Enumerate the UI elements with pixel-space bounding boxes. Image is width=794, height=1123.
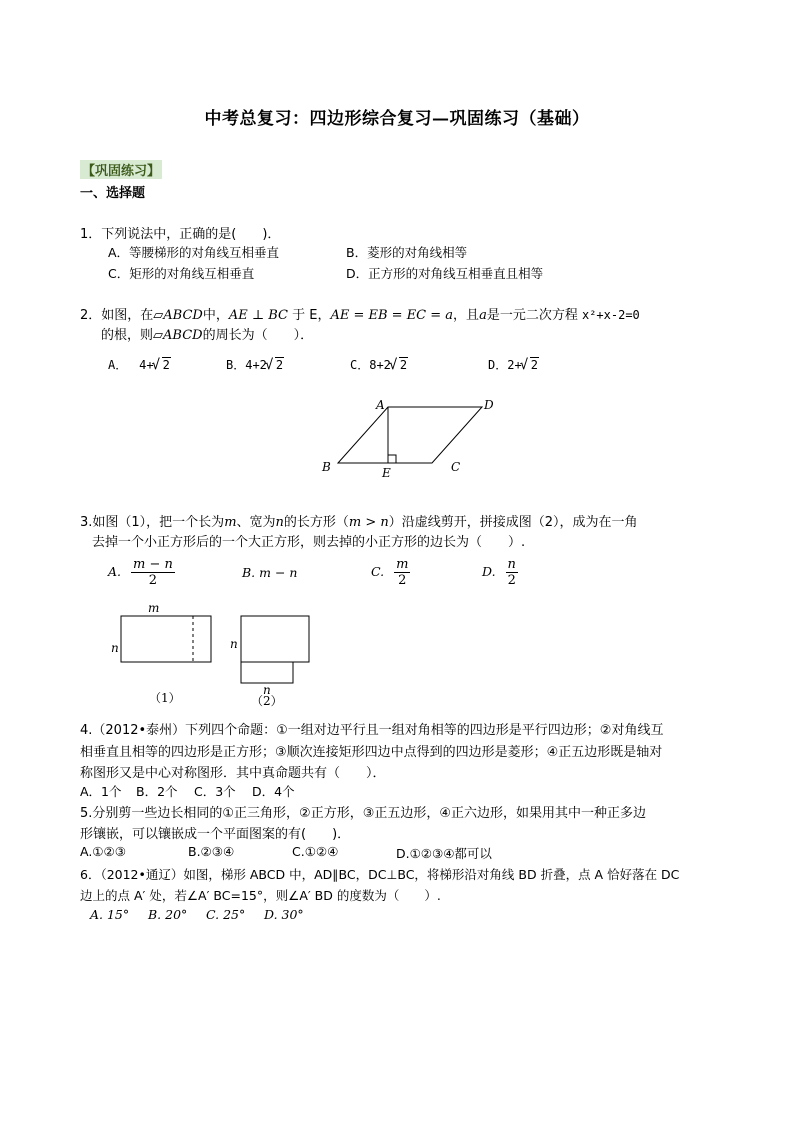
question-5-option-b: B.②③④ bbox=[188, 844, 235, 859]
parallelogram-figure bbox=[310, 395, 510, 480]
question-2-variable: a bbox=[479, 308, 487, 323]
figure-1-label-m: m bbox=[148, 601, 160, 615]
question-4-option-d: D．4个 bbox=[252, 784, 295, 799]
question-2-mid: 中， bbox=[202, 308, 229, 323]
question-2-prefix: 2．如图，在 bbox=[80, 308, 154, 323]
figure-2-strip bbox=[241, 662, 293, 683]
question-2-condition-2: AE = EB = EC = a bbox=[330, 308, 454, 323]
parallelogram-icon: ▱ bbox=[153, 328, 164, 343]
question-3-option-c: C. $\frac{m}{2}$ bbox=[371, 557, 409, 588]
question-4-line-1: 4.（2012•泰州）下列四个命题：①一组对边平行且一组对角相等的四边形是平行四边形；②对角线互 bbox=[80, 723, 664, 738]
question-3-option-a: A. $\frac{m - n}{2}$ bbox=[108, 557, 173, 588]
question-6-option-a: A. 15° bbox=[90, 907, 130, 922]
question-2-mid-3: ，且 bbox=[453, 308, 480, 323]
label-b: B bbox=[322, 460, 331, 474]
question-4-option-a: A．1个 bbox=[80, 784, 122, 799]
question-1-text: 1．下列说法中，正确的是( )． bbox=[80, 227, 281, 242]
right-angle-mark bbox=[388, 455, 396, 463]
question-2-option-c: C．8+2√ 2 bbox=[350, 356, 408, 373]
label-d: D bbox=[484, 398, 494, 412]
page-title: 中考总复习：四边形综合复习—巩固练习（基础） bbox=[204, 109, 590, 129]
question-2-shape-name: ABCD bbox=[163, 328, 203, 343]
section-tag: 【巩固练习】 bbox=[80, 160, 162, 179]
question-1-option-a: A．等腰梯形的对角线互相垂直 bbox=[108, 245, 280, 260]
question-6-option-c: C. 25° bbox=[206, 907, 246, 922]
question-3-line-2: 去掉一个小正方形后的一个大正方形，则去掉的小正方形的边长为（ ）. bbox=[92, 535, 526, 550]
question-2-option-d: D．2+√ 2 bbox=[488, 356, 539, 373]
question-5-line-1: 5.分别剪一些边长相同的①正三角形，②正方形，③正五边形，④正六边形，如果用其中一种正多边 bbox=[80, 806, 647, 821]
question-4-line-3: 称图形又是中心对称图形．其中真命题共有（ ）． bbox=[80, 766, 386, 781]
question-2-line-1 bbox=[80, 304, 640, 323]
label-c: C bbox=[451, 460, 461, 474]
section-heading: 一、选择题 bbox=[80, 186, 146, 201]
figure-2-label-n-bottom: n bbox=[263, 683, 271, 697]
parallelogram-icon: ▱ bbox=[153, 308, 164, 323]
figure-1-rectangle bbox=[121, 616, 211, 662]
question-6-line-2: 边上的点 A′ 处，若∠A′ BC=15°，则∠A′ BD 的度数为（ ）. bbox=[80, 888, 441, 903]
figure-2-caption: （2） bbox=[251, 694, 283, 708]
question-3-line-1: 3.如图（1），把一个长为m、宽为n的长方形（m > n）沿虚线剪开，拼接成图（2），成为在一角 bbox=[80, 515, 638, 530]
question-2-shape-name: ABCD bbox=[163, 308, 203, 323]
question-6-line-1: 6．（2012•通辽）如图，梯形 ABCD 中，AD∥BC，DC⊥BC，将梯形沿对角线 BD 折叠，点 A 恰好落在 DC bbox=[80, 867, 680, 882]
question-4-option-b: B．2个 bbox=[136, 784, 178, 799]
question-2-line-2 bbox=[101, 324, 313, 343]
parallelogram-outline bbox=[338, 407, 482, 463]
figure-1-caption: （1） bbox=[149, 691, 181, 705]
question-1-option-b: B．菱形的对角线相等 bbox=[346, 245, 468, 260]
figure-1-label-n: n bbox=[111, 641, 119, 655]
question-2-line-2-suffix: 的周长为（ ）． bbox=[202, 328, 314, 343]
question-4-option-c: C．3个 bbox=[194, 784, 236, 799]
question-5-option-c: C.①②④ bbox=[292, 844, 339, 859]
question-2-mid-2: 于 E， bbox=[287, 308, 331, 323]
question-2-equation: x²+x-2=0 bbox=[581, 308, 640, 322]
figure-2-label-n: n bbox=[230, 637, 238, 651]
question-2-option-b: B．4+2√ 2 bbox=[226, 356, 284, 373]
rectangle-figures bbox=[105, 600, 315, 710]
question-5-option-a: A.①②③ bbox=[80, 844, 126, 859]
question-3-option-b: B. m − n bbox=[242, 565, 298, 580]
question-1-option-c: C．矩形的对角线互相垂直 bbox=[108, 266, 255, 281]
question-5-option-d: D.①②③④都可以 bbox=[396, 846, 492, 861]
label-a: A bbox=[376, 398, 385, 412]
question-6-option-b: B. 20° bbox=[148, 907, 188, 922]
figure-2-square bbox=[241, 616, 309, 662]
label-e: E bbox=[382, 466, 391, 480]
question-1-option-d: D．正方形的对角线互相垂直且相等 bbox=[346, 266, 544, 281]
question-3-option-d: D. $\frac{n}{2}$ bbox=[482, 557, 516, 588]
question-5-line-2: 形镶嵌，可以镶嵌成一个平面图案的有( )． bbox=[80, 827, 351, 842]
question-2-condition: AE ⊥ BC bbox=[228, 308, 288, 323]
question-2-option-a: A． 4+√ 2 bbox=[108, 356, 171, 373]
question-6-option-d: D. 30° bbox=[264, 907, 304, 922]
question-2-line-2-prefix: 的根，则 bbox=[101, 328, 154, 343]
question-4-line-2: 相垂直且相等的四边形是正方形；③顺次连接矩形四边中点得到的四边形是菱形；④正五边形既是轴对 bbox=[80, 745, 663, 760]
question-2-mid-4: 是一元二次方程 bbox=[486, 308, 578, 323]
